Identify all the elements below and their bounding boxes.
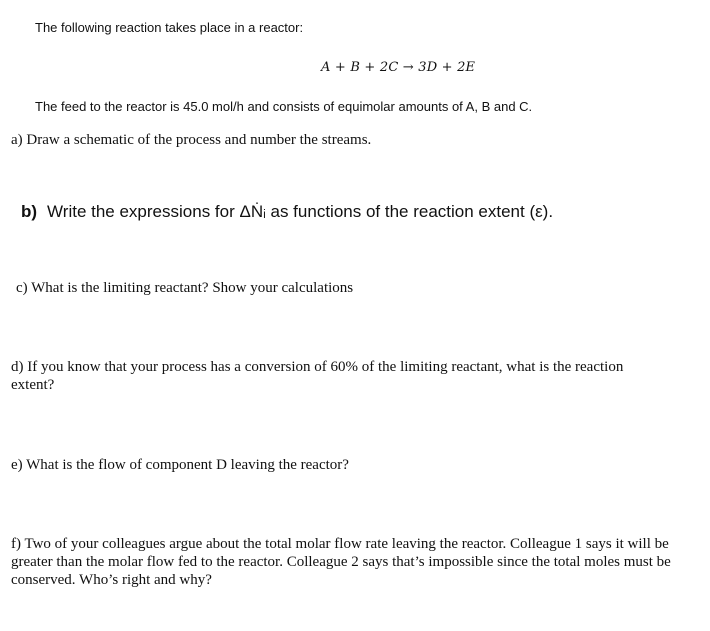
question-a: a) Draw a schematic of the process and number the streams. (11, 132, 372, 148)
question-f: f) Two of your colleagues argue about the total molar flow rate leaving the reactor. Colleague 1 says it will be greater than the molar flow fed to the reactor. Colleague 2 says that’s impossible since the total moles must be conserved. Who’s right and why? (11, 536, 671, 588)
question-b (21, 202, 553, 222)
reaction-equation: A + B + 2C → 3D + 2E (321, 60, 476, 75)
question-c: c) What is the limiting reactant? Show your calculations (16, 280, 354, 296)
question-b-text: Write the expressions for ΔṄᵢ as functions of the reaction extent (ε). (47, 202, 554, 221)
feed-description: The feed to the reactor is 45.0 mol/h and consists of equimolar amounts of A, B and C. (35, 99, 533, 114)
question-e: e) What is the flow of component D leaving the reactor? (11, 457, 349, 473)
question-d: d) If you know that your process has a conversion of 60% of the limiting reactant, what is the reaction extent? (11, 359, 624, 393)
intro-text: The following reaction takes place in a reactor: (35, 20, 304, 35)
question-b-label: b) (21, 202, 38, 221)
